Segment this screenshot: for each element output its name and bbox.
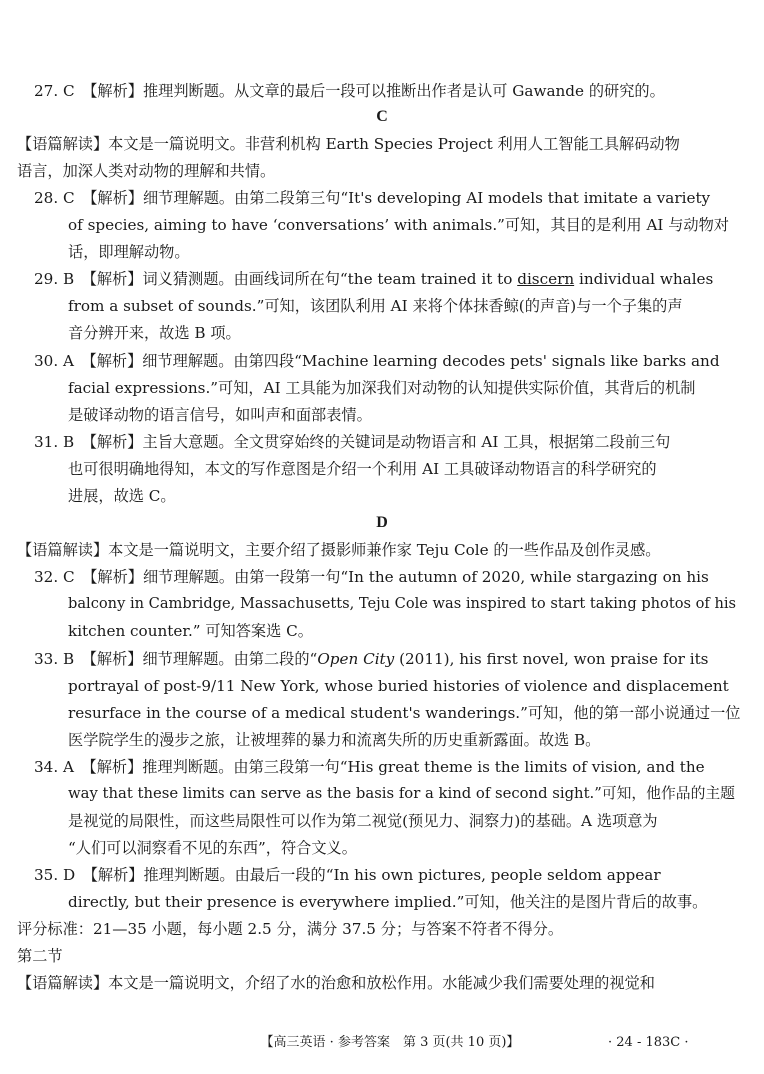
footer-page-info: 【高三英语 · 参考答案 第 3 页(共 10 页)】 bbox=[260, 1035, 520, 1050]
section-d-heading: D bbox=[376, 514, 388, 531]
passage-c-summary-line2: 语言，加深人类对动物的理解和共情。 bbox=[17, 162, 276, 180]
answer-28-line1: 28. C 【解析】细节理解题。由第二段第三句“It's developing AI models that imitate a variety bbox=[34, 189, 711, 207]
answer-32-line2: balcony in Cambridge, Massachusetts, Teju Cole was inspired to start taking photos of his bbox=[68, 595, 737, 612]
answer-29-line2: from a subset of sounds.”可知，该团队利用 AI 来将个体抹香鲸(的声音)与一个子集的声 bbox=[68, 297, 683, 315]
answer-33-line4: 医学院学生的漫步之旅，让被埋葬的暴力和流离失所的历史重新露面。故选 B。 bbox=[68, 731, 601, 749]
passage-c-summary-line1: 【语篇解读】本文是一篇说明文。非营利机构 Earth Species Project 利用人工智能工具解码动物 bbox=[17, 135, 680, 153]
answer-30-line2: facial expressions.”可知，AI 工具能为加深我们对动物的认知提供实际价值，其背后的机制 bbox=[68, 379, 696, 397]
section-two-summary: 【语篇解读】本文是一篇说明文，介绍了水的治愈和放松作用。水能减少我们需要处理的视觉和 bbox=[17, 974, 655, 992]
page-footer bbox=[0, 1032, 764, 1054]
answer-32-line3: kitchen counter.” 可知答案选 C。 bbox=[68, 622, 313, 640]
answer-34-line3: 是视觉的局限性，而这些局限性可以作为第二视觉(预见力、洞察力)的基础。A 选项意为 bbox=[68, 812, 658, 830]
answer-31-line3: 进展，故选 C。 bbox=[68, 487, 176, 505]
answer-34-line2: way that these limits can serve as the basis for a kind of second sight.”可知，他作品的主题 bbox=[68, 785, 735, 802]
answer-33-text-before: 33. B 【解析】细节理解题。由第二段的“ bbox=[34, 650, 318, 668]
passage-d-summary: 【语篇解读】本文是一篇说明文，主要介绍了摄影师兼作家 Teju Cole 的一些作品及创作灵感。 bbox=[17, 541, 661, 559]
answer-33-line3: resurface in the course of a medical student's wanderings.”可知，他的第一部小说通过一位 bbox=[68, 704, 741, 722]
footer-code: · 24 - 183C · bbox=[608, 1035, 689, 1050]
answer-30-line3: 是破译动物的语言信号，如叫声和面部表情。 bbox=[68, 406, 372, 424]
answer-29-line3: 音分辨开来，故选 B 项。 bbox=[68, 324, 241, 342]
underlined-word-discern: discern bbox=[517, 270, 575, 288]
answer-34-line1: 34. A 【解析】推理判断题。由第三段第一句“His great theme is the limits of vision, and the bbox=[34, 758, 705, 776]
answer-28-line3: 话，即理解动物。 bbox=[68, 243, 190, 261]
answer-31-line1: 31. B 【解析】主旨大意题。全文贯穿始终的关键词是动物语言和 AI 工具，根据第二段前三句 bbox=[34, 433, 671, 451]
answer-34-line4: “人们可以洞察看不见的东西”，符合文义。 bbox=[68, 839, 357, 857]
section-two-heading: 第二节 bbox=[17, 947, 63, 965]
answer-29-text-before: 29. B 【解析】词义猜测题。由画线词所在句“the team trained it to bbox=[34, 270, 518, 288]
answer-33-text-after: (2011), his first novel, won praise for its bbox=[394, 650, 709, 668]
section-c-heading: C bbox=[376, 108, 388, 125]
answer-27: 27. C 【解析】推理判断题。从文章的最后一段可以推断出作者是认可 Gawande 的研究的。 bbox=[34, 82, 665, 100]
answer-33-line1 bbox=[34, 649, 708, 669]
answer-29-line1 bbox=[34, 269, 713, 289]
answer-28-line2: of species, aiming to have ‘conversations’ with animals.”可知，其目的是利用 AI 与动物对 bbox=[68, 216, 729, 234]
answer-32-line1: 32. C 【解析】细节理解题。由第一段第一句“In the autumn of 2020, while stargazing on his bbox=[34, 568, 709, 586]
answer-33-line2: portrayal of post-9/11 New York, whose buried histories of violence and displacement bbox=[68, 677, 729, 695]
answer-35-line2: directly, but their presence is everywhere implied.”可知，他关注的是图片背后的故事。 bbox=[68, 893, 708, 911]
answer-29-text-after: individual whales bbox=[574, 270, 714, 288]
answer-30-line1: 30. A 【解析】细节理解题。由第四段“Machine learning decodes pets' signals like barks and bbox=[34, 352, 720, 370]
answer-31-line2: 也可很明确地得知，本文的写作意图是介绍一个利用 AI 工具破译动物语言的科学研究的 bbox=[68, 460, 657, 478]
answer-35-line1: 35. D 【解析】推理判断题。由最后一段的“In his own pictures, people seldom appear bbox=[34, 866, 661, 884]
scoring-criteria: 评分标准：21—35 小题，每小题 2.5 分，满分 37.5 分；与答案不符者不得分。 bbox=[17, 920, 564, 938]
novel-title-open-city: Open City bbox=[317, 650, 395, 668]
